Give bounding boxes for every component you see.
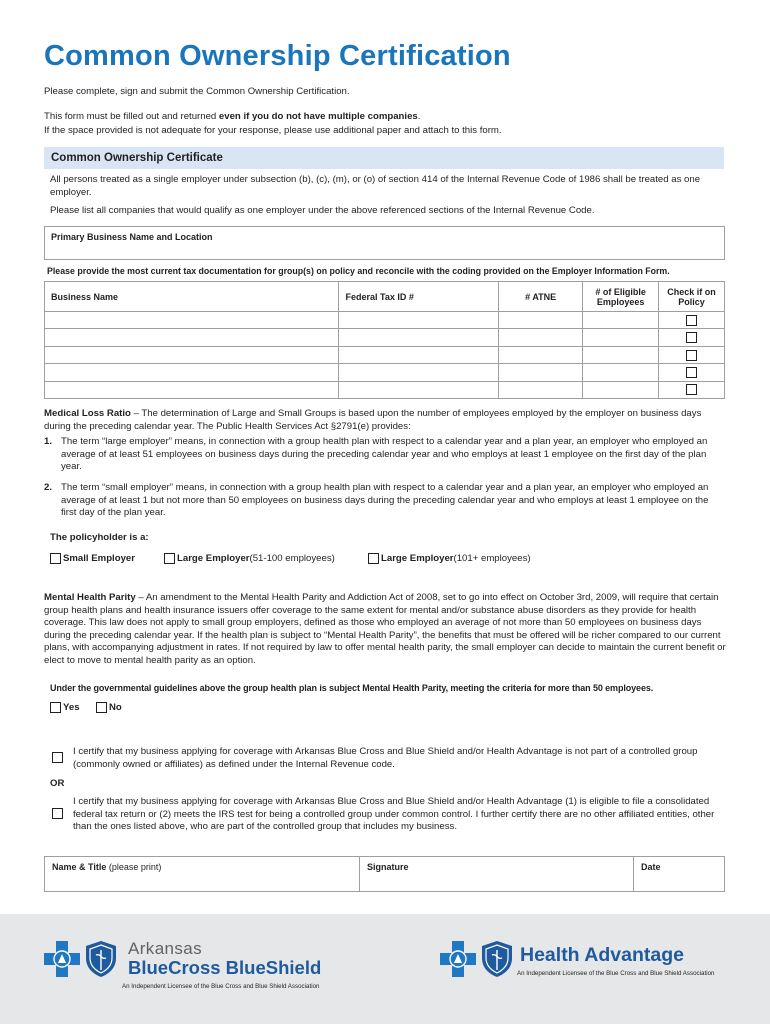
large-employer-51-note: (51-100 employees)	[249, 553, 335, 564]
table-row	[45, 346, 725, 363]
mhp-yes-option[interactable]	[50, 702, 80, 713]
col-check-policy: Check if on Policy	[659, 282, 725, 312]
atne-cell[interactable]	[499, 364, 583, 381]
large-employer-101-label: Large Employer	[381, 553, 454, 564]
form-note	[44, 110, 502, 137]
signature-label: Signature	[367, 862, 409, 872]
blue-cross-icon	[44, 941, 80, 977]
business-name-cell[interactable]	[45, 364, 339, 381]
atne-cell[interactable]	[499, 312, 583, 329]
policy-check-cell	[659, 329, 725, 346]
date-field[interactable]	[634, 857, 724, 891]
eligible-cell[interactable]	[583, 364, 659, 381]
policy-checkbox[interactable]	[686, 315, 697, 326]
business-name-cell[interactable]	[45, 346, 339, 363]
mlr-item-2	[44, 482, 710, 520]
policy-check-cell	[659, 312, 725, 329]
abcbs-line2: BlueCross BlueShield	[128, 957, 322, 978]
blue-cross-icon	[440, 941, 476, 977]
large-employer-101-option[interactable]	[368, 553, 531, 564]
col-business-name: Business Name	[45, 282, 339, 312]
mhp-label: Mental Health Parity	[44, 592, 136, 603]
certify-option-1-checkbox[interactable]	[52, 752, 63, 763]
certificate-para-2: Please list all companies that would qualify as one employer under the above referenced sections of the Internal Revenue Code.	[50, 205, 595, 216]
large-employer-51-checkbox[interactable]	[164, 553, 175, 564]
mhp-text: – An amendment to the Mental Health Parity and Addiction Act of 2008, set to go into effect on October 3rd, 2009, will require that certain group health plans and health insurance issuers offer coverage to the same extent for mental and/or substance abuse disorders as they provide for health coverage. This law does not apply to small group employers, defined as those who employed an average of not more than 50 employees on business days during the preceding calendar year. If the health plan is subject to “Mental Health Parity”, the benefits that must be offered will be richer compared to our current plans, with accompanying adjustment in rates. If not required by law to offer mental health parity, the small employer can decide to maintain the current benefit or elect to move to mental health parity as an option.	[44, 592, 726, 666]
primary-business-field[interactable]	[44, 226, 725, 260]
small-employer-option[interactable]	[50, 553, 135, 564]
date-label: Date	[641, 862, 661, 872]
atne-cell[interactable]	[499, 346, 583, 363]
abcbs-line1: Arkansas	[128, 939, 203, 958]
mlr-item-text: The term “large employer” means, in connection with a group health plan with respect to a calendar year and a plan year, an employer who employed an average of at least 51 employees on business days during the preceding calendar year and who employs at least 1 employee on the first day of the plan year.	[61, 436, 708, 473]
certify-option-1-text: I certify that my business applying for coverage with Arkansas Blue Cross and Blue Shield and/or Health Advantage is not part of a controlled group (commonly owned or affiliates) as defined under the Internal Revenue code.	[73, 746, 698, 770]
small-employer-label: Small Employer	[63, 553, 135, 564]
mhp-question: Under the governmental guidelines above the group health plan is subject Mental Health Parity, meeting the criteria for more than 50 employees.	[50, 683, 654, 693]
signature-block	[44, 856, 725, 892]
signature-field[interactable]	[360, 857, 633, 891]
ha-tagline: An Independent Licensee of the Blue Cross and Blue Shield Association	[517, 970, 715, 977]
policy-check-cell	[659, 346, 725, 363]
large-employer-101-checkbox[interactable]	[368, 553, 379, 564]
col-atne: # ATNE	[499, 282, 583, 312]
footer	[0, 914, 770, 1024]
tax-id-cell[interactable]	[339, 381, 499, 398]
business-name-cell[interactable]	[45, 329, 339, 346]
form-note-bold: even if you do not have multiple companies	[218, 111, 418, 122]
large-employer-51-label: Large Employer	[177, 553, 250, 564]
policyholder-label: The policyholder is a:	[50, 532, 149, 543]
table-header-row	[45, 282, 725, 312]
atne-cell[interactable]	[499, 381, 583, 398]
abcbs-logo	[44, 940, 321, 978]
mlr-paragraph	[44, 408, 726, 433]
policy-checkbox[interactable]	[686, 350, 697, 361]
large-employer-51-option[interactable]	[164, 553, 335, 564]
table-row	[45, 364, 725, 381]
mlr-item-1	[44, 436, 710, 474]
table-row	[45, 312, 725, 329]
policy-check-cell	[659, 364, 725, 381]
mhp-no-option[interactable]	[96, 702, 122, 713]
abcbs-tagline: An Independent Licensee of the Blue Cross and Blue Shield Association	[122, 983, 320, 990]
tax-id-cell[interactable]	[339, 312, 499, 329]
certificate-para-1: All persons treated as a single employer under subsection (b), (c), (m), or (o) of section 414 of the Internal Revenue Code of 1986 shall be treated as one employer.	[50, 174, 701, 198]
small-employer-checkbox[interactable]	[50, 553, 61, 564]
ha-wordmark	[520, 944, 684, 967]
policy-check-cell	[659, 381, 725, 398]
policy-checkbox[interactable]	[686, 332, 697, 343]
mhp-no-label: No	[109, 702, 122, 713]
tax-id-cell[interactable]	[339, 364, 499, 381]
primary-business-label: Primary Business Name and Location	[51, 232, 213, 242]
mhp-no-checkbox[interactable]	[96, 702, 107, 713]
form-note-line2: If the space provided is not adequate for your response, please use additional paper and attach to this form.	[44, 124, 502, 136]
table-row	[45, 381, 725, 398]
name-title-field[interactable]	[45, 857, 359, 891]
certify-option-2-checkbox[interactable]	[52, 808, 63, 819]
tax-id-cell[interactable]	[339, 346, 499, 363]
eligible-cell[interactable]	[583, 312, 659, 329]
blue-shield-icon	[480, 940, 514, 978]
mlr-item-text: The term “small employer” means, in connection with a group health plan with respect to a calendar year and a plan year, an employer who employed an average of at least 1 but not more than 50 employees on business days during the preceding calendar year and who employs at least 1 employee on the first day of the plan year.	[61, 482, 709, 519]
ha-name: Health Advantage	[520, 943, 684, 966]
mhp-yes-label: Yes	[63, 702, 80, 713]
table-row	[45, 329, 725, 346]
mhp-yes-checkbox[interactable]	[50, 702, 61, 713]
instruction-text: Please complete, sign and submit the Common Ownership Certification.	[44, 86, 350, 97]
col-federal-tax-id: Federal Tax ID #	[339, 282, 499, 312]
abcbs-wordmark	[128, 940, 321, 978]
mlr-item-number: 2.	[44, 482, 53, 493]
atne-cell[interactable]	[499, 329, 583, 346]
certify-option-2-text: I certify that my business applying for coverage with Arkansas Blue Cross and Blue Shield and/or Health Advantage (1) is eligible to file a consolidated federal tax return or (2) meets the IRS test for being a controlled group under common control. I further certify there are no other affiliated entities, other than the ones listed above, who are part of the controlled group that includes my business.	[73, 796, 715, 833]
or-separator: OR	[50, 778, 65, 789]
companies-table	[44, 281, 725, 399]
business-name-cell[interactable]	[45, 381, 339, 398]
blue-shield-icon	[84, 940, 118, 978]
eligible-cell[interactable]	[583, 329, 659, 346]
name-title-hint: (please print)	[106, 862, 162, 872]
section-heading: Common Ownership Certificate	[44, 147, 724, 169]
business-name-cell[interactable]	[45, 312, 339, 329]
tax-id-cell[interactable]	[339, 329, 499, 346]
mlr-text: – The determination of Large and Small Groups is based upon the number of employees employed by the employer on business days during the preceding calendar year. The Public Health Services Act §2791(e) provides:	[44, 408, 702, 432]
mlr-label: Medical Loss Ratio	[44, 408, 131, 419]
policy-checkbox[interactable]	[686, 367, 697, 378]
name-title-label: Name & Title	[52, 862, 107, 872]
eligible-cell[interactable]	[583, 346, 659, 363]
mhp-paragraph	[44, 592, 726, 668]
tax-documentation-note: Please provide the most current tax documentation for group(s) on policy and reconcile with the coding provided on the Employer Information Form.	[47, 266, 670, 276]
large-employer-101-note: (101+ employees)	[453, 553, 531, 564]
policy-checkbox[interactable]	[686, 384, 697, 395]
eligible-cell[interactable]	[583, 381, 659, 398]
mlr-item-number: 1.	[44, 436, 53, 447]
page-title: Common Ownership Certification	[44, 40, 511, 72]
col-eligible-employees: # of Eligible Employees	[583, 282, 659, 312]
form-note-prefix: This form must be filled out and returned	[44, 111, 219, 122]
form-note-suffix: .	[417, 111, 421, 122]
